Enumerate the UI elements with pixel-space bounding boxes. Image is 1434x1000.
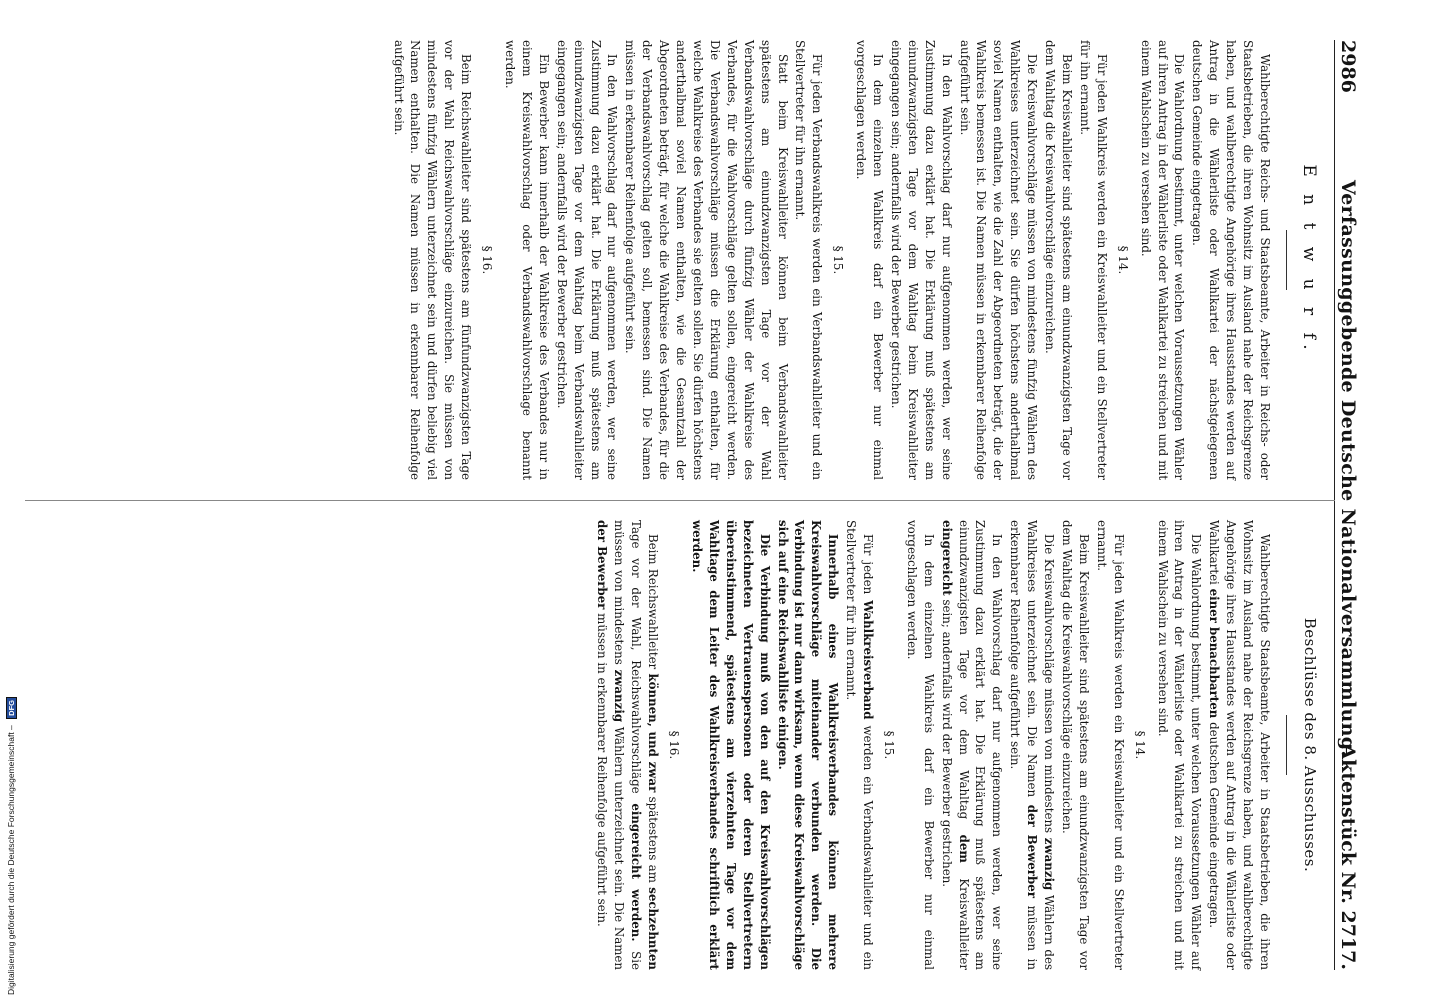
- bold-run: zwanzig: [1042, 837, 1057, 891]
- text-run: sein; andernfalls wird der Bewerber gestrichen.: [939, 599, 954, 888]
- right-paragraph: [594, 520, 662, 970]
- left-paragraph: Ein Bewerber kann innerhalb der Wahlkreise des Verbandes nur in einem Kreiswahlvorschlag oder Verbandswahlvorschlage benannt werden.: [503, 40, 551, 480]
- left-paragraph: In den Wahlvorschlag darf nur aufgenommen werden, wer seine Zustimmung dazu erklärt hat. Die Erklärung muß spätestens am einundzwanzigsten Tage vor dem Wahltag beim Kreiswahlleiter eingegangen sein; andernfalls wird der Bewerber gestrichen.: [888, 40, 954, 480]
- right-heading-rule: [1286, 715, 1287, 775]
- text-run: deutschen Gemeinde eingetragen.: [1207, 722, 1222, 928]
- bold-run: der Bewerber: [595, 520, 610, 610]
- left-paragraph: Beim Reichswahlleiter sind spätestens am fünfundzwanzigsten Tage vor der Wahl Reichswahlvorschläge einzureichen. Sie müssen von mindestens fünfzig Wählern unterzeichnet sein und dürfen beliebig viel Namen enthalten. Die Namen müssen in erkennbarer Reihenfolge aufgeführt sein.: [391, 40, 474, 480]
- right-paragraph: Für jeden Wahlkreis werden ein Kreiswahlleiter und ein Stellvertreter ernannt.: [1094, 520, 1126, 970]
- right-paragraph: [1205, 520, 1273, 970]
- right-section-15-title: § 15.: [881, 730, 896, 760]
- bold-run: einer benachbarten: [1207, 588, 1222, 719]
- right-paragraph: [1006, 520, 1057, 970]
- page-number: 2986: [1337, 40, 1359, 93]
- text-run: Wählern des Wahlkreises unterzeichnet sein. Die Namen: [1025, 520, 1057, 971]
- right-paragraph-bold: Innerhalb eines Wahlkreisverbandes können mehrere Kreiswahlvorschläge miteinander verbunden werden. Die Verbindung ist nur dann wirksam, wenn diese Kreiswahlvorschläge sich auf eine Reichswahlliste einigen.: [775, 520, 841, 970]
- left-paragraph: Die Wahlordnung bestimmt, unter welchen Voraussetzungen Wähler auf ihren Antrag in der Wählerliste oder Wahlkartei zu streichen und mit einem Wahlschein zu versehen sind.: [1138, 40, 1187, 480]
- document-number: Aktenstück Nr. 2717.: [1337, 744, 1359, 970]
- column-divider: [25, 500, 1335, 501]
- bold-run: eingereicht: [939, 520, 954, 596]
- bold-run: sechzehnten: [646, 887, 661, 971]
- left-paragraph: Statt beim Kreiswahlleiter können beim Verbandswahlleiter spätestens am einundzwanzigsten Tage vor der Wahl Verbandswahlvorschläge durch fünfzig Wähler der Wahlkreise des Verbandes, für die Wahlvorschläge gelten sollen, eingereicht werden. Die Verbandswahlvorschläge müssen die Erklärung enthalten, für welche Wahlkreise des Verbandes sie gelten sollen. Sie dürfen höchstens anderthalbmal soviel Namen enthalten, wie die Gesamtzahl der Abgeordneten beträgt, für welche die Wahlkreise des Verbandes, für die der Verbandswahlvorschlag gelten soll, bemessen sind. Die Namen müssen in erkennbarer Reihenfolge aufgeführt sein.: [623, 40, 790, 480]
- bold-run: zwanzig: [612, 669, 627, 723]
- bold-run: eingereicht werden.: [629, 803, 644, 942]
- left-paragraph: In dem einzelnen Wahlkreis darf ein Bewerber nur einmal vorgeschlagen werden.: [854, 40, 886, 480]
- dfg-logo: DFG: [6, 697, 17, 719]
- text-run: Wählern unterzeichnet sein. Die Namen: [612, 726, 627, 971]
- text-run: spätestens am: [646, 796, 661, 883]
- text-run: Tage vor der Wahl, Reichswahlvorschläge: [629, 520, 644, 794]
- text-run: werden ein Verbandswahlleiter und ein Stellvertreter für ihn ernannt.: [844, 520, 876, 970]
- right-paragraph: Beim Kreiswahlleiter sind spätestens am einundzwanzigsten Tage vor dem Wahltag die Kreiswahlvorschläge einzureichen.: [1060, 520, 1091, 970]
- left-paragraph: Für jeden Verbandswahlkreis werden ein Verbandswahlleiter und ein Stellvertreter für ihn ernannt.: [793, 40, 825, 480]
- right-paragraph: Die Wahlordnung bestimmt, unter welchen Voraussetzungen Wähler auf ihren Antrag in der Wählerliste oder Wahlkartei zu streichen und mit einem Wahlschein zu versehen sind.: [1155, 520, 1204, 970]
- left-section-14-title: § 14.: [1115, 245, 1130, 275]
- text-run: Die Kreiswahlvorschläge müssen von mindestens: [1042, 534, 1057, 834]
- right-paragraph: In dem einzelnen Wahlkreis darf ein Bewerber nur einmal vorgeschlagen werden.: [904, 520, 936, 970]
- left-paragraph: Für jeden Wahlkreis werden ein Kreiswahlleiter und ein Stellvertreter für ihn ernannt.: [1077, 40, 1109, 480]
- text-run: Beim Reichswahlleiter: [646, 534, 661, 670]
- text-run: müssen in erkennbarer Reihenfolge aufgeführt sein.: [595, 613, 610, 927]
- text-run: Sie müssen von mindestens: [612, 520, 644, 971]
- text-run: Kreiswahlleiter: [956, 878, 971, 971]
- left-column-heading: E n t w u r f.: [1299, 164, 1319, 356]
- bold-run: können, und zwar: [646, 673, 661, 793]
- right-paragraph: [842, 520, 876, 970]
- digitization-footer: [6, 697, 17, 995]
- text-run: In den Wahlvorschlag darf nur aufgenommen werden, wer seine Zustimmung dazu erklärt hat. Die Erklärung muß spätestens am einundzwanzigsten Tage vor dem Wahltag: [956, 520, 1005, 970]
- footer-text: Digitalisierung gefördert durch die Deutsche Forschungsgemeinschaft –: [6, 725, 16, 995]
- left-section-16-title: § 16.: [480, 245, 495, 275]
- left-section-15-title: § 15.: [831, 245, 846, 275]
- right-section-16-title: § 16.: [667, 730, 682, 760]
- page-header: [1334, 40, 1359, 970]
- left-paragraph: In den Wahlvorschlag darf nur aufgenommen werden, wer seine Zustimmung dazu erklärt hat. Die Erklärung muß spätestens am einundzwanzigsten Tage vor dem Wahltag beim Verbandswahlleiter eingegangen sein; andernfalls wird der Bewerber gestrichen.: [554, 40, 620, 480]
- page-title: Verfassunggebende Deutsche Nationalversammlung.: [1337, 180, 1359, 758]
- left-paragraph: Beim Kreiswahlleiter sind spätestens am einundzwanzigsten Tage vor dem Wahltag die Kreiswahlvorschläge einzureichen.: [1043, 40, 1075, 480]
- left-paragraph: Wahlberechtigte Reichs- und Staatsbeamte, Arbeiter in Reichs- oder Staatsbetrieben, die ihren Wohnsitz im Ausland nahe der Reichsgrenze haben, und wahlberechtigte Angehörige ihres Hausstandes werden auf Antrag in die Wählerliste oder Wahlkartei der nächstgelegenen deutschen Gemeinde eingetragen.: [1190, 40, 1272, 480]
- left-paragraph: Die Kreiswahlvorschläge müssen von mindestens fünfzig Wählern des Wahlkreises unterzeichnet sein. Sie dürfen höchstens anderthalbmal soviel Namen enthalten, wie die Zahl der Abgeordneten beträgt, die der Wahlkreis bemessen ist. Die Namen müssen in erkennbarer Reihenfolge aufgeführt sein.: [957, 40, 1040, 480]
- right-column: [593, 520, 1273, 970]
- right-paragraph: [938, 520, 1006, 970]
- bold-run: dem: [956, 834, 971, 863]
- text-run: Für jeden: [861, 534, 876, 595]
- bold-run: Wahlkreisverband: [861, 600, 876, 720]
- right-column-heading: Beschlüsse des 8. Ausschusses.: [1301, 617, 1319, 873]
- text-run: müssen in erkennbarer Reihenfolge aufgeführt sein.: [1008, 520, 1040, 971]
- left-column: [389, 40, 1273, 480]
- right-paragraph-bold: Die Verbindung muß von den auf den Kreiswahlvorschlägen bezeichneten Vertrauenspersonen oder deren Stellvertretern übereinstimmend, spätestens am vierzehnten Tage vor dem Wahltage dem Leiter des Wahlkreisverbandes schriftlich erklärt werden.: [690, 520, 772, 970]
- bold-run: der Bewerber: [1025, 804, 1040, 898]
- left-heading-rule: [1286, 230, 1287, 290]
- text-run: Wahlberechtigte Staatsbeamte, Arbeiter in Staatsbetrieben, die ihren Wohnsitz im Ausland nahe der Reichsgrenze haben, und wahlberechtigte Angehörige ihres Hausstandes werden auf Antrag in die Wählerliste oder Wahlkartei: [1207, 520, 1272, 970]
- right-section-14-title: § 14.: [1132, 730, 1147, 760]
